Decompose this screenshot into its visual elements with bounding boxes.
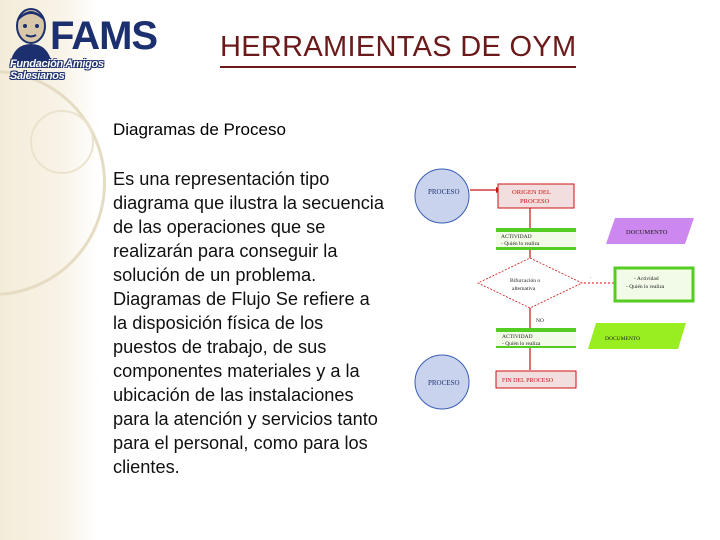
end-label: FIN DEL PROCESO	[502, 378, 554, 384]
process-diagram	[410, 160, 700, 410]
decision-label-1: Bifurcación o	[510, 278, 541, 284]
activity-right-label-1: - Actividad	[634, 276, 659, 282]
activity-1-label-2: - Quién lo realiza	[501, 241, 540, 247]
process-start-circle	[415, 169, 469, 223]
document-label: DOCUMENTO	[626, 229, 668, 236]
page-title: HERRAMIENTAS DE OYM	[220, 30, 576, 68]
decision-mark: .	[590, 275, 592, 280]
logo-name: FAMS	[50, 14, 158, 58]
logo-subtitle: Fundación Amigos Salesianos	[10, 58, 104, 82]
background-arc-small	[30, 110, 94, 174]
activity-2-label-1: ACTIVIDAD	[502, 334, 533, 340]
decision-label-2: alternativa	[512, 286, 536, 292]
process-end-label: PROCESO	[428, 379, 460, 387]
activity-2-label-2: - Quién lo realiza	[502, 341, 541, 347]
fams-logo	[2, 2, 162, 82]
origin-label-1: ORIGEN DEL	[512, 189, 551, 196]
section-subtitle: Diagramas de Proceso	[113, 120, 286, 139]
origin-label-2: PROCESO	[520, 198, 550, 205]
activity-right-label-2: - Quién lo realiza	[626, 284, 665, 290]
process-start-label: PROCESO	[428, 188, 460, 196]
activity-1-label-1: ACTIVIDAD	[501, 234, 532, 240]
no-label: NO	[536, 318, 544, 324]
portrait-icon	[6, 4, 56, 66]
body-paragraph: Es una representación tipo diagrama que ilustra la secuencia de las operaciones que se realizarán para conseguir la solución de un problema. Diagramas de Flujo Se refiere a la disposición física de los puestos de trabajo, de sus componentes materiales y a la ubicación de las instalaciones para la atención y servicios tanto para el personal, como para los clientes.	[113, 169, 384, 477]
document-right-label: DOCUMENTO	[605, 336, 641, 342]
